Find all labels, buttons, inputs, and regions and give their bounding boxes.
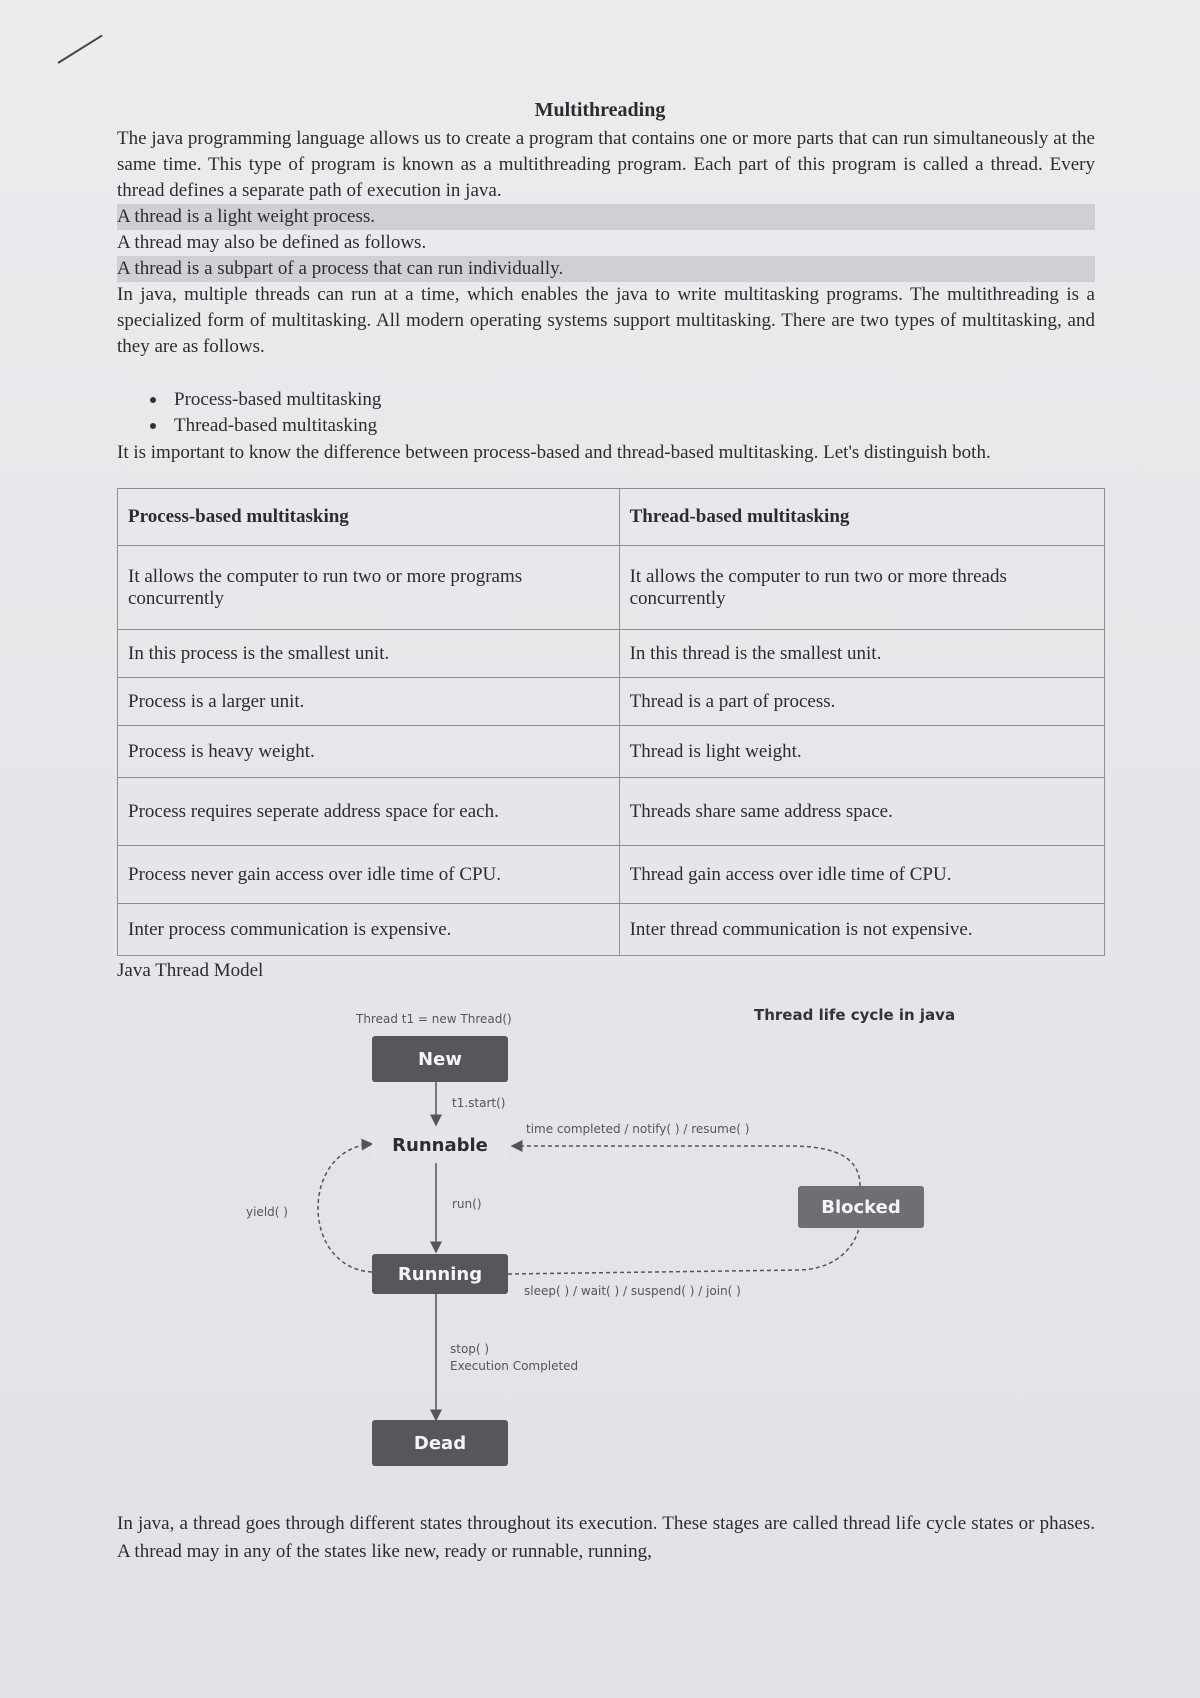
comparison-intro: It is important to know the difference between process-based and thread-based multitasking. Let's distinguish both.	[117, 442, 991, 463]
yield-arrow	[318, 1144, 372, 1272]
table-cell: In this thread is the smallest unit.	[619, 630, 1104, 678]
run-label: run()	[452, 1197, 482, 1211]
sleep-arrow	[508, 1222, 860, 1274]
creation-label: Thread t1 = new Thread()	[356, 1012, 512, 1026]
page-title: Multithreading	[534, 99, 666, 121]
table-cell: Thread gain access over idle time of CPU.	[619, 846, 1104, 904]
model-caption: Java Thread Model	[117, 960, 264, 981]
table-cell: In this process is the smallest unit.	[118, 630, 620, 678]
diagram-title: Thread life cycle in java	[754, 1006, 956, 1024]
table-cell: Inter process communication is expensive.	[118, 904, 620, 956]
stop-label: stop( )	[450, 1342, 490, 1356]
state-new: New	[372, 1036, 508, 1082]
table-cell: Inter thread communication is not expensive.	[619, 904, 1104, 956]
definition-2: A thread may also be defined as follows.	[117, 232, 427, 253]
definition-1-text: A thread is a light weight process.	[117, 204, 1095, 230]
multitasking-paragraph: In java, multiple threads can run at a time, which enables the java to write multitasking programs. The multithreading is a specialized form of multitasking. All modern operating systems support multitasking. There are two types of multitasking, and they are as follows.	[117, 284, 1095, 357]
table-cell: Process is heavy weight.	[118, 726, 620, 778]
state-dead: Dead	[372, 1420, 508, 1466]
lifecycle-paragraph: In java, a thread goes through different states throughout its execution. These stages are called thread life cycle states or phases. A thread may in any of the states like new, ready or runnable, running,	[117, 1513, 1095, 1562]
table-cell: Process is a larger unit.	[118, 678, 620, 726]
table-header: Thread-based multitasking	[619, 489, 1104, 546]
yield-label: yield( )	[246, 1205, 288, 1219]
state-running: Running	[372, 1254, 508, 1294]
table-cell: Process never gain access over idle time of CPU.	[118, 846, 620, 904]
sleep-label: sleep( ) / wait( ) / suspend( ) / join( )	[524, 1284, 741, 1298]
state-blocked: Blocked	[798, 1186, 924, 1228]
table-cell: It allows the computer to run two or more programs concurrently	[118, 546, 620, 630]
intro-paragraph: The java programming language allows us to create a program that contains one or more parts that can run simultaneously at the same time. This type of program is known as a multithreading program. Each part of this program is called a thread. Every thread defines a separate path of execution in java.	[117, 128, 1095, 201]
table-cell: Threads share same address space.	[619, 778, 1104, 846]
definition-3-text: A thread is a subpart of a process that can run individually.	[117, 256, 1095, 282]
resume-arrow	[512, 1146, 860, 1186]
state-runnable: Runnable	[372, 1127, 508, 1163]
table-cell: Process requires seperate address space for each.	[118, 778, 620, 846]
table-header: Process-based multitasking	[118, 489, 620, 546]
table-cell: Thread is light weight.	[619, 726, 1104, 778]
start-label: t1.start()	[452, 1096, 506, 1110]
list-item-text: Process-based multitasking	[174, 389, 382, 410]
resume-label: time completed / notify( ) / resume( )	[526, 1122, 750, 1136]
table-cell: It allows the computer to run two or more threads concurrently	[619, 546, 1104, 630]
table-cell: Thread is a part of process.	[619, 678, 1104, 726]
completed-label: Execution Completed	[450, 1359, 579, 1373]
list-item-text: Thread-based multitasking	[174, 415, 378, 436]
